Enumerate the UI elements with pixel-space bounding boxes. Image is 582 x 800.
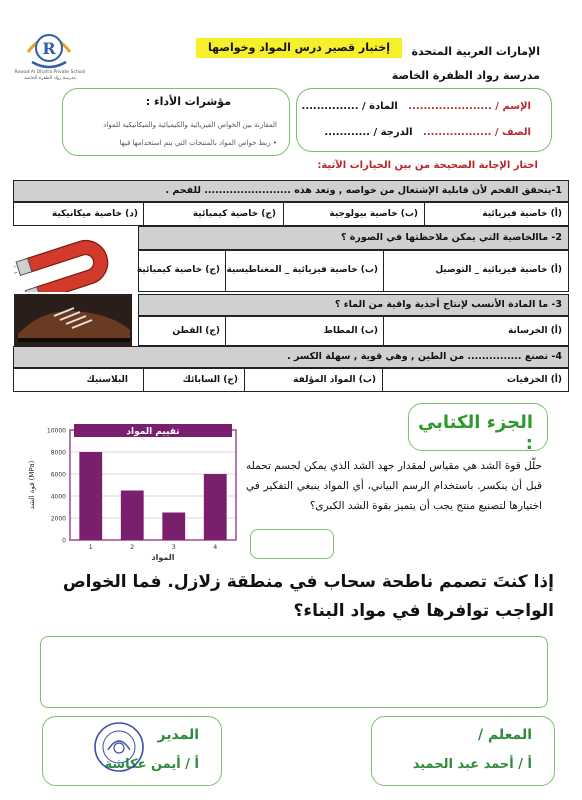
chart-title: تقييم المواد: [126, 427, 180, 437]
q4-option-a[interactable]: (أ) الخزفيات: [507, 375, 562, 385]
teacher-signature-box: [371, 716, 555, 786]
instruction-text: اختار الإجابة الصحيحة من بين الخيارات الآتية:: [317, 160, 538, 171]
indicators-title: مؤشرات الأداء :: [145, 95, 231, 108]
chart-bar-2: [121, 491, 144, 541]
logo-caption: [14, 70, 86, 82]
indicator-2: • ربط خواص المواد بالمنتجات التي يتم استخدامها فيها: [119, 139, 277, 147]
q4-option-b[interactable]: (ب) المواد المؤلفة: [293, 375, 376, 385]
logo-letter: R: [42, 39, 56, 58]
question-1-text: 1-يتحقق الفحم لأن قابلية الإشتعال من خواصه , وتعد هذه ........................ للفحم .: [165, 185, 562, 196]
chart-x-tick-label: 2: [130, 543, 135, 551]
chart-y-tick-label: 10000: [46, 427, 66, 435]
chart-x-label: المواد: [151, 553, 175, 562]
q1-option-a[interactable]: (أ) خاصية فيزيائية: [482, 209, 562, 219]
logo-caption-en: Rowad Al Dhafra Private School: [14, 70, 86, 75]
q2-option-a[interactable]: (أ) خاصية فيزيائية _ التوصيل: [435, 265, 562, 275]
school-name: مدرسة رواد الظفرة الخاصة: [391, 69, 540, 82]
question-3-row: [138, 294, 569, 316]
answer-box-small[interactable]: [250, 529, 334, 559]
chart-x-ticks: [89, 543, 218, 551]
question-2-options: [138, 250, 569, 292]
chart-y-tick-label: 4000: [50, 493, 66, 501]
header-school-info: [392, 40, 540, 88]
manager-name: أ / أيمن عكاشة: [104, 757, 199, 772]
chart-x-tick-label: 4: [213, 543, 218, 551]
manager-title: المدير: [157, 727, 199, 743]
class-label: الصف / ..................: [423, 127, 531, 138]
chart-y-tick-label: 2000: [50, 515, 66, 523]
teacher-title: المعلم /: [477, 727, 532, 743]
indicator-1: المقارنة بين الخواص الفيزيائية والكيميائية والميكانيكية للمواد: [103, 121, 277, 129]
chart-y-ticks: [47, 428, 66, 545]
answer-box-large[interactable]: [40, 636, 548, 708]
question-1-row: [13, 180, 569, 202]
chart-y-tick-label: 6000: [50, 471, 66, 479]
chart-bar-3: [162, 513, 185, 541]
performance-indicators-box: [62, 88, 290, 156]
chart-x-tick-label: 3: [171, 543, 176, 551]
question-1-options: [13, 202, 569, 226]
chart-x-tick-label: 1: [88, 543, 93, 551]
chart-bar-4: [204, 474, 227, 540]
chart-svg: [24, 420, 246, 562]
chart-y-tick-label: 8000: [50, 449, 66, 457]
question-4-row: [13, 346, 569, 368]
tensile-strength-chart: [24, 420, 246, 562]
q4-option-c[interactable]: (ج) السابائك: [182, 375, 238, 385]
teacher-name: أ / أحمد عبد الحميد: [412, 757, 532, 772]
q1-option-c[interactable]: (ج) خاصية كيميائية: [192, 209, 276, 219]
q2-option-b[interactable]: (ب) خاصية فيزيائية _ المغناطيسية: [226, 265, 378, 275]
quiz-title: إختبار قصير درس المواد وخواصها: [196, 38, 402, 58]
earthquake-question: إذا كنتَ تصمم ناطحة سحاب في منطقة زلازل. فما الخواص الواجب توافرها في مواد البناء؟: [62, 572, 554, 621]
question-2-text: 2- ماالخاصية التي يمكن ملاحظتها في الصورة ؟: [340, 232, 562, 243]
question-4-options: [13, 368, 569, 392]
written-part-box: [408, 403, 548, 454]
school-stamp: [92, 720, 146, 774]
name-field[interactable]: [302, 101, 531, 112]
q3-option-c[interactable]: (ج) القطن: [172, 326, 220, 336]
name-label: الإسم / ......................: [408, 101, 531, 112]
chart-y-tick-label: 0: [62, 537, 66, 545]
q1-option-b[interactable]: (ب) خاصية بيولوجية: [329, 209, 418, 219]
q1-option-d[interactable]: (د) خاصية ميكانيكية: [51, 209, 138, 219]
q2-option-c[interactable]: (ج) خاصية كيميائية: [136, 265, 220, 275]
country-name: الإمارات العربية المتحدة: [411, 45, 540, 58]
class-field[interactable]: [324, 127, 531, 138]
logo-caption-ar: مدرسة رواد الظفرة الخاصة: [24, 76, 76, 81]
question-4-text: 4- تصنع ............... من الطين , وهي قوية , سهلة الكسر .: [287, 351, 562, 362]
q4-option-d[interactable]: البلاستيك: [86, 375, 128, 385]
chart-y-label: قوة الشد (MPa): [28, 460, 36, 510]
question-3-options: [138, 316, 569, 346]
student-info-box: [296, 88, 552, 152]
question-2-row: [138, 226, 569, 250]
q3-option-b[interactable]: (ب) المطاط: [323, 326, 378, 336]
school-logo: [24, 22, 74, 74]
boot-image: [14, 294, 132, 346]
written-part-title: الجزء الكتابي :: [417, 412, 533, 454]
subject-label: المادة / ...............: [301, 101, 398, 112]
written-question-paragraph: حلّل قوة الشد هي مقياس لمقدار جهد الشد الذي يمكن لجسم تحمله قبل أن ينكسر. باستخدام الرسم البياني، أي المواد ينبغي التفكير في اختيارها لتصنيع منتج يجب أن يتميز بقوة الشد الكبرى؟: [246, 460, 542, 512]
magnet-image: [14, 226, 132, 292]
grade-label: الدرجة / ............: [324, 127, 413, 138]
chart-bar-1: [79, 452, 102, 540]
question-3-text: 3- ما المادة الأنسب لإنتاج أحذية واقية من الماء ؟: [334, 299, 562, 310]
q3-option-a[interactable]: (أ) الخرسانة: [507, 326, 562, 336]
